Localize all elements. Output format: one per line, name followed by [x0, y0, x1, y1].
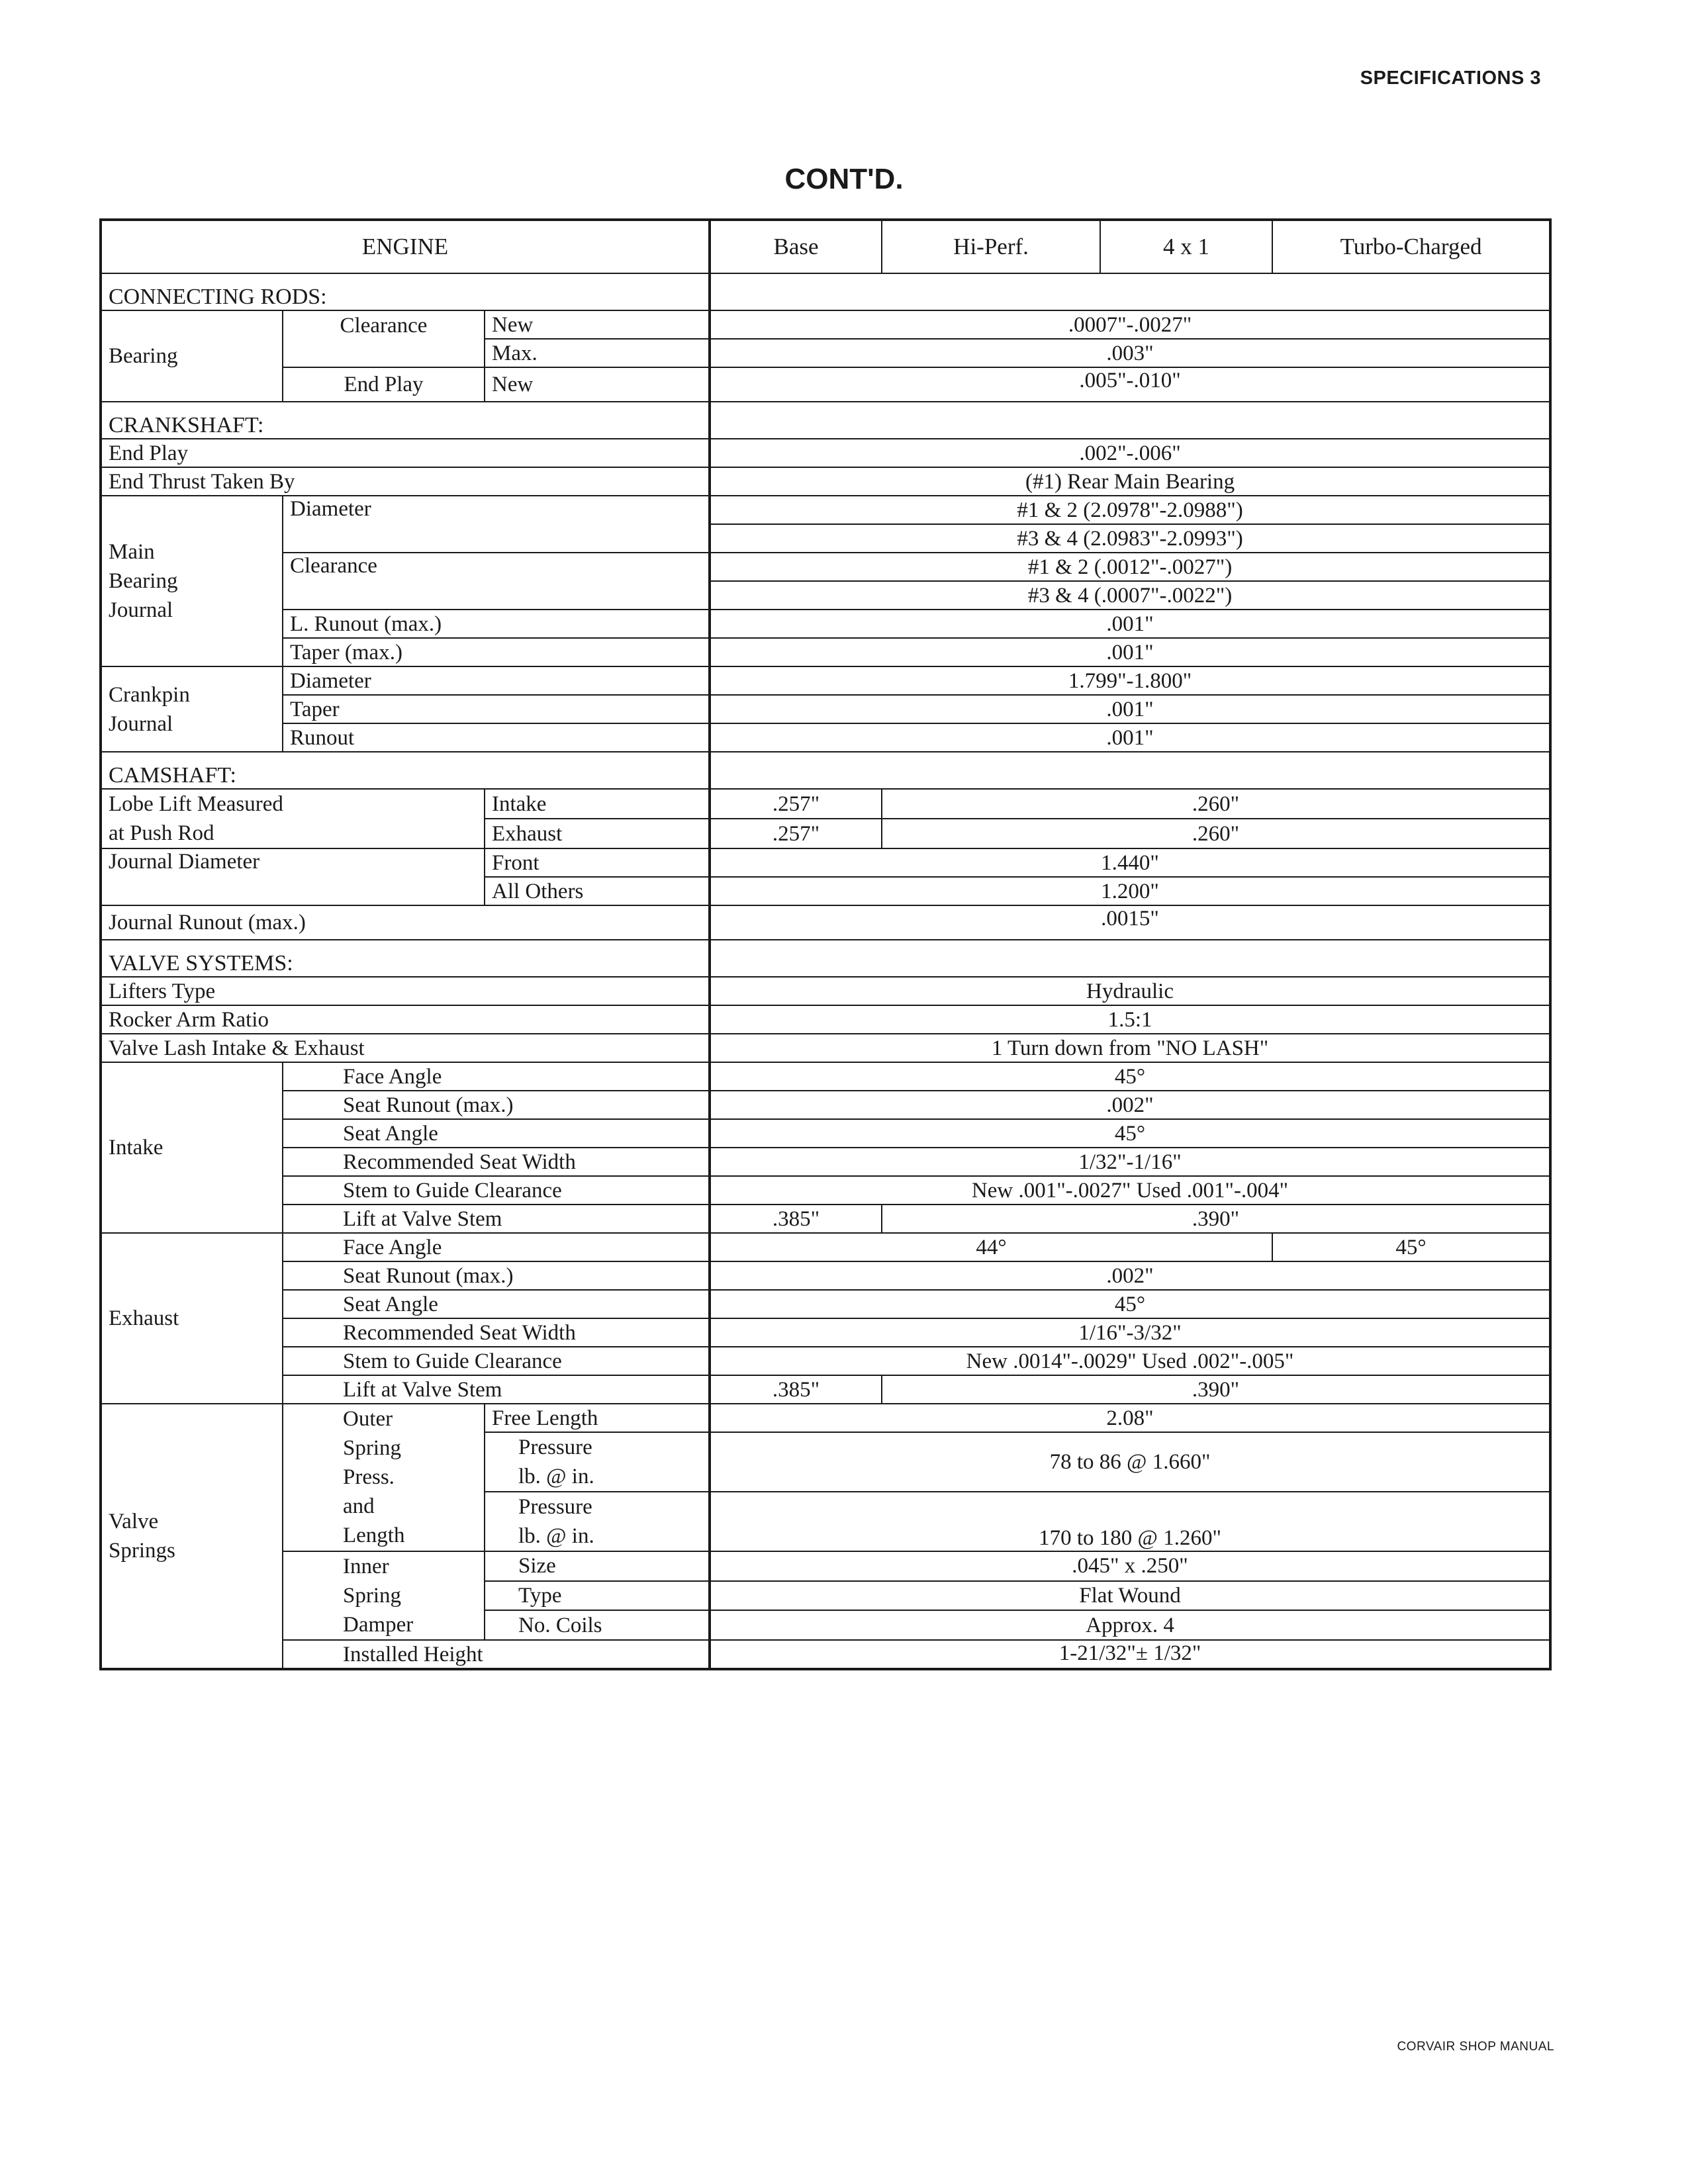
spec-value: 170 to 180 @ 1.260"	[710, 1492, 1550, 1551]
new-label: New	[485, 310, 710, 339]
table-row	[101, 1318, 1550, 1347]
spec-value-base: .257"	[710, 819, 882, 848]
label-line: Valve	[109, 1510, 159, 1533]
free-length-label: Free Length	[485, 1404, 710, 1432]
connecting-rods-heading: CONNECTING RODS:	[101, 273, 710, 310]
label-line: Length	[343, 1524, 405, 1547]
spec-value: 1.200"	[710, 877, 1550, 905]
lifters-type-label: Lifters Type	[101, 977, 710, 1005]
spec-value: 1.5:1	[710, 1005, 1550, 1034]
spec-value: .005"-.010"	[710, 367, 1550, 402]
table-row	[101, 1290, 1550, 1318]
spec-value: 45°	[710, 1290, 1550, 1318]
label-line: lb. @ in.	[518, 1524, 594, 1548]
label-line: Springs	[109, 1539, 175, 1563]
spec-value: #3 & 4 (.0007"-.0022")	[710, 581, 1550, 610]
spec-value: .002"	[710, 1091, 1550, 1119]
spec-value: #3 & 4 (2.0983"-2.0993")	[710, 524, 1550, 553]
seat-angle-label: Seat Angle	[283, 1290, 710, 1318]
spec-value-base: .385"	[710, 1205, 882, 1233]
bearing-label: Bearing	[101, 310, 283, 402]
diameter-label: Diameter	[283, 496, 710, 553]
label-line: Pressure	[518, 1435, 592, 1459]
spec-value: 45°	[710, 1062, 1550, 1091]
spec-value: .390"	[882, 1375, 1550, 1404]
table-row	[101, 905, 1550, 940]
spec-value: #1 & 2 (2.0978"-2.0988")	[710, 496, 1550, 524]
spec-value: #1 & 2 (.0012"-.0027")	[710, 553, 1550, 581]
section-row	[101, 402, 1550, 439]
spec-value: .260"	[882, 819, 1550, 848]
size-label: Size	[485, 1551, 710, 1581]
installed-height-label: Installed Height	[283, 1640, 710, 1669]
all-others-label: All Others	[485, 877, 710, 905]
main-bearing-journal-label	[101, 496, 283, 666]
spec-value: .001"	[710, 723, 1550, 752]
table-row	[101, 367, 1550, 402]
label-line: Journal	[109, 598, 173, 622]
spec-value: .260"	[882, 789, 1550, 819]
page-title: CONT'D.	[784, 163, 904, 195]
crankpin-journal-label	[101, 666, 283, 752]
spec-value: 1/16"-3/32"	[710, 1318, 1550, 1347]
spec-value: 1.440"	[710, 848, 1550, 877]
label-line: Press.	[343, 1465, 395, 1489]
table-row	[101, 638, 1550, 666]
table-row	[101, 789, 1550, 819]
turbo-column-header: Turbo-Charged	[1272, 220, 1550, 273]
spec-value: 2.08"	[710, 1404, 1550, 1432]
spec-value: New .001"-.0027" Used .001"-.004"	[710, 1176, 1550, 1205]
journal-diameter-label: Journal Diameter	[101, 848, 485, 905]
stem-guide-label: Stem to Guide Clearance	[283, 1347, 710, 1375]
valve-systems-heading: VALVE SYSTEMS:	[101, 940, 710, 977]
label-line: Pressure	[518, 1495, 592, 1519]
seat-angle-label: Seat Angle	[283, 1119, 710, 1148]
table-row	[101, 1062, 1550, 1091]
spec-value: 1-21/32"± 1/32"	[710, 1640, 1550, 1669]
table-row	[101, 1261, 1550, 1290]
seat-runout-label: Seat Runout (max.)	[283, 1261, 710, 1290]
lift-label: Lift at Valve Stem	[283, 1205, 710, 1233]
blank-cell	[710, 940, 1550, 977]
spec-value: New .0014"-.0029" Used .002"-.005"	[710, 1347, 1550, 1375]
inner-spring-damper-label	[283, 1551, 485, 1640]
stem-guide-label: Stem to Guide Clearance	[283, 1176, 710, 1205]
rocker-arm-ratio-label: Rocker Arm Ratio	[101, 1005, 710, 1034]
table-row	[101, 610, 1550, 638]
table-row	[101, 848, 1550, 877]
journal-runout-label: Journal Runout (max.)	[101, 905, 710, 940]
engine-specifications-table	[99, 218, 1552, 1670]
crankshaft-heading: CRANKSHAFT:	[101, 402, 710, 439]
crankpin-runout-label: Runout	[283, 723, 710, 752]
table-row	[101, 496, 1550, 524]
spec-value: .045" x .250"	[710, 1551, 1550, 1581]
lobe-lift-label	[101, 789, 485, 848]
end-thrust-label: End Thrust Taken By	[101, 467, 710, 496]
seat-runout-label: Seat Runout (max.)	[283, 1091, 710, 1119]
table-row	[101, 666, 1550, 695]
table-row	[101, 1347, 1550, 1375]
spec-value-base: .385"	[710, 1375, 882, 1404]
clearance-label: Clearance	[283, 553, 710, 610]
face-angle-label: Face Angle	[283, 1233, 710, 1261]
front-label: Front	[485, 848, 710, 877]
label-line: Spring	[343, 1436, 402, 1460]
outer-spring-label	[283, 1404, 485, 1551]
pressure-label	[485, 1432, 710, 1492]
label-line: lb. @ in.	[518, 1465, 594, 1488]
spec-value: (#1) Rear Main Bearing	[710, 467, 1550, 496]
section-row	[101, 752, 1550, 789]
spec-value: .0015"	[710, 905, 1550, 940]
footer-text: CORVAIR SHOP MANUAL	[1397, 2040, 1554, 2054]
pressure-label	[485, 1492, 710, 1551]
valve-springs-label	[101, 1404, 283, 1669]
table-row	[101, 977, 1550, 1005]
spec-value: .0007"-.0027"	[710, 310, 1550, 339]
intake-label: Intake	[485, 789, 710, 819]
table-row	[101, 1119, 1550, 1148]
crankpin-taper-label: Taper	[283, 695, 710, 723]
table-row	[101, 439, 1550, 467]
blank-cell	[710, 752, 1550, 789]
engine-column-header: ENGINE	[101, 220, 710, 273]
type-label: Type	[485, 1581, 710, 1611]
4x1-column-header: 4 x 1	[1100, 220, 1272, 273]
label-line: Journal	[109, 711, 173, 736]
table-row	[101, 1375, 1550, 1404]
table-row	[101, 467, 1550, 496]
intake-group-label: Intake	[101, 1062, 283, 1233]
max-label: Max.	[485, 339, 710, 367]
camshaft-heading: CAMSHAFT:	[101, 752, 710, 789]
exhaust-label: Exhaust	[485, 819, 710, 848]
spec-value-turbo: 45°	[1272, 1233, 1550, 1261]
lift-label: Lift at Valve Stem	[283, 1375, 710, 1404]
new-label: New	[485, 367, 710, 402]
coils-label: No. Coils	[485, 1610, 710, 1640]
spec-value: Approx. 4	[710, 1610, 1550, 1640]
label-line: and	[343, 1494, 375, 1518]
spec-value: .003"	[710, 339, 1550, 367]
table-row	[101, 553, 1550, 581]
label-line: Outer	[343, 1407, 393, 1431]
spec-value: .002"-.006"	[710, 439, 1550, 467]
spec-value: 44°	[710, 1233, 1272, 1261]
table-row	[101, 695, 1550, 723]
spec-value: 1.799"-1.800"	[710, 666, 1550, 695]
crankpin-diameter-label: Diameter	[283, 666, 710, 695]
face-angle-label: Face Angle	[283, 1062, 710, 1091]
spec-value: .001"	[710, 695, 1550, 723]
end-play-label: End Play	[101, 439, 710, 467]
table-row	[101, 1034, 1550, 1062]
spec-value: .390"	[882, 1205, 1550, 1233]
clearance-label: Clearance	[283, 310, 485, 367]
spec-value: 45°	[710, 1119, 1550, 1148]
table-row	[101, 1404, 1550, 1432]
section-row	[101, 940, 1550, 977]
table-row	[101, 1091, 1550, 1119]
spec-value: .001"	[710, 610, 1550, 638]
spec-value: .001"	[710, 638, 1550, 666]
section-row	[101, 273, 1550, 310]
table-row	[101, 1233, 1550, 1261]
spec-value: Flat Wound	[710, 1581, 1550, 1611]
table-row	[101, 1640, 1550, 1669]
table-row	[101, 310, 1550, 339]
spec-value: 1 Turn down from "NO LASH"	[710, 1034, 1550, 1062]
table-row	[101, 1176, 1550, 1205]
table-row	[101, 1148, 1550, 1176]
spec-value-base: .257"	[710, 789, 882, 819]
spec-value: 1/32"-1/16"	[710, 1148, 1550, 1176]
table-row	[101, 1551, 1550, 1581]
page-header: SPECIFICATIONS 3	[1360, 68, 1541, 89]
spec-value: .002"	[710, 1261, 1550, 1290]
blank-cell	[710, 273, 1550, 310]
seat-width-label: Recommended Seat Width	[283, 1318, 710, 1347]
blank-cell	[710, 402, 1550, 439]
spec-value: Hydraulic	[710, 977, 1550, 1005]
valve-lash-label: Valve Lash Intake & Exhaust	[101, 1034, 710, 1062]
label-line: Spring	[343, 1584, 402, 1608]
end-play-label: End Play	[283, 367, 485, 402]
hi-perf-column-header: Hi-Perf.	[882, 220, 1100, 273]
taper-label: Taper (max.)	[283, 638, 710, 666]
label-line: Inner	[343, 1555, 389, 1578]
table-row	[101, 1005, 1550, 1034]
label-line: Damper	[343, 1613, 414, 1637]
label-line: Bearing	[109, 569, 178, 593]
l-runout-label: L. Runout (max.)	[283, 610, 710, 638]
header-row	[101, 220, 1550, 273]
label-line: Main	[109, 540, 155, 564]
exhaust-group-label: Exhaust	[101, 1233, 283, 1404]
seat-width-label: Recommended Seat Width	[283, 1148, 710, 1176]
label-line: at Push Rod	[109, 821, 214, 845]
label-line: Crankpin	[109, 682, 190, 707]
base-column-header: Base	[710, 220, 882, 273]
table-row	[101, 1205, 1550, 1233]
spec-value: 78 to 86 @ 1.660"	[710, 1432, 1550, 1492]
label-line: Lobe Lift Measured	[109, 792, 283, 816]
table-row	[101, 723, 1550, 752]
